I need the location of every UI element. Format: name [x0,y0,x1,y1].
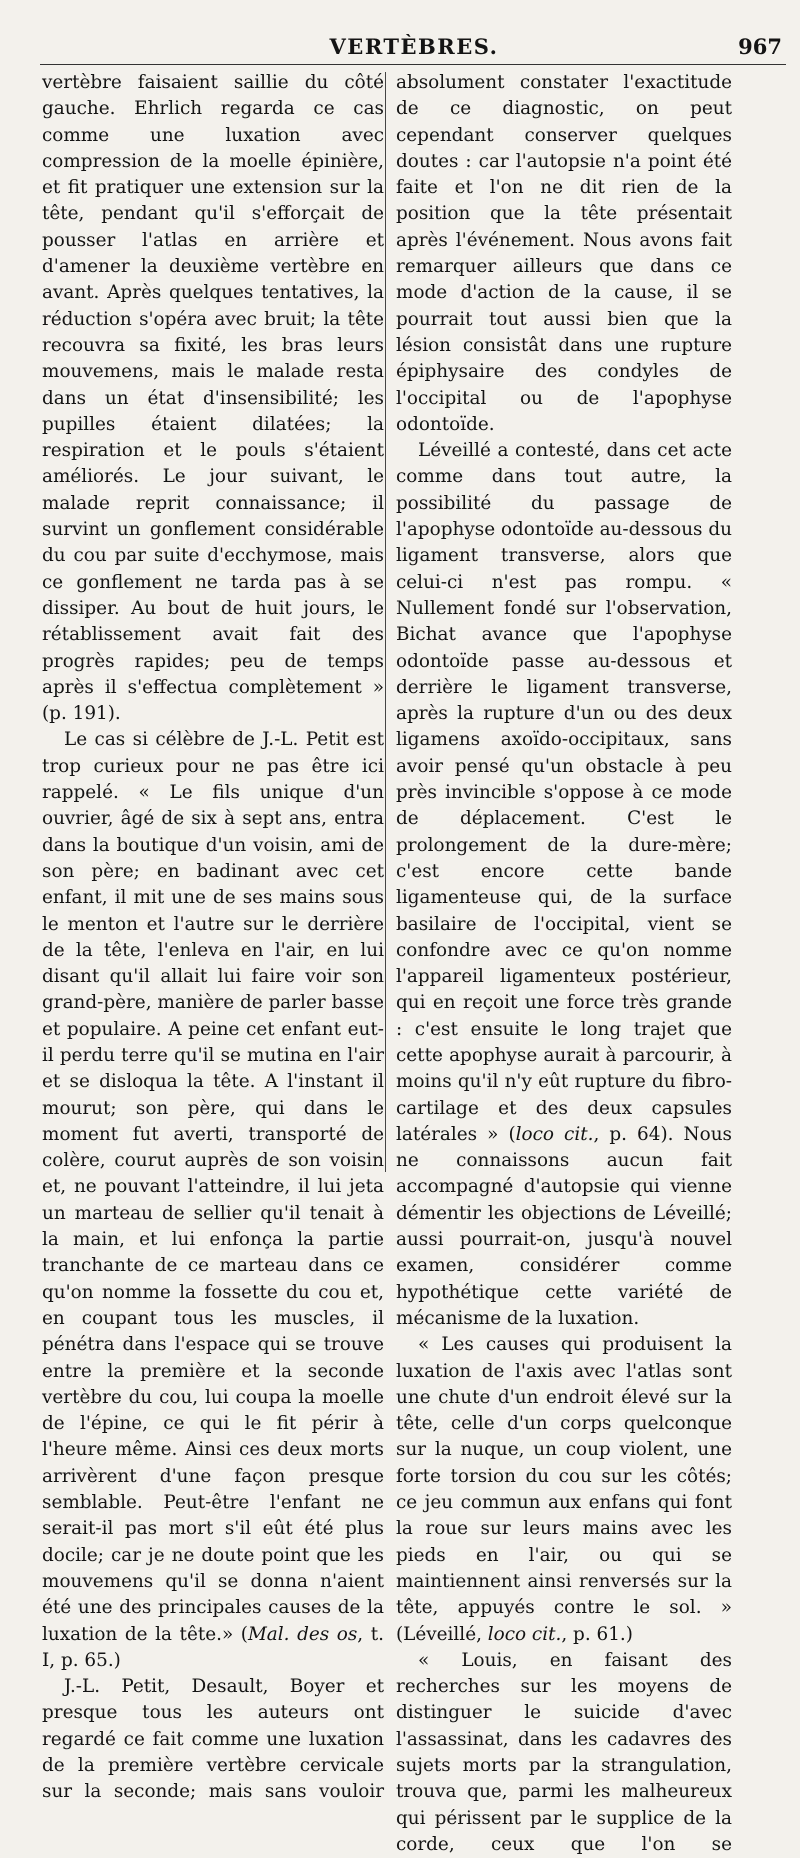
citation-ref: , t. I, p. 65.) [42,1623,384,1671]
paragraph: J.-L. Petit, Desault, Boyer et presque tous les auteurs ont regardé ce fait comme une luxation de la première vertèbre cervicale sur la seconde; mais sans vouloir [42,1676,384,1803]
citation-title: loco cit. [515,1123,594,1145]
citation-title: Mal. des os [247,1623,358,1645]
right-column [396,70,732,1858]
paragraph [42,727,384,1674]
paragraph: absolument constater l'exactitude de ce diagnostic, on peut cependant conserver quelques doutes : car l'autopsie n'a point été faite et l'on ne dit rien de la position que la tête présentait après l'événement. Nous avons fait remarquer ailleurs que dans ce mode d'action de la cause, il se pourrait tout aussi bien que la lésion consistât dans une rupture épiphysaire des condyles de l'occipital ou de l'apophyse odontoïde. [396,72,732,435]
header-rule [40,64,786,65]
paragraph-text: « Les causes qui produisent la luxation de l'axis avec l'atlas sont une chute d'un endroit élevé sur la tête, celle d'un corps quelconque sur la nuque, un coup violent, une forte torsion du cou sur les côtés; ce jeu commun aux enfans qui font la roue sur leurs mains avec les pieds en l'air, ou qui se maintiennent ainsi renversés sur la tête, appuyés contre le sol. » (Léveillé, [396,1334,732,1645]
page-number: 967 [738,34,782,59]
paragraph-text: Le cas si célèbre de J.-L. Petit est trop curieux pour ne pas être ici rappelé. « Le fils unique d'un ouvrier, âgé de six à sept ans, entra dans la boutique d'un voisin, ami de son père; en badinant avec cet enfant, il mit une de ses mains sous le menton et l'autre sur le derrière de la tête, l'enleva en l'air, en lui disant qu'il allait lui faire voir son grand-père, manière de parler basse et populaire. A peine cet enfant eut-il perdu terre qu'il se mutina en l'air et se disloqua la tête. A l'instant il mourut; son père, qui dans le moment fut averti, transporté de colère, courut auprès de son voisin et, ne pouvant l'atteindre, il lui jeta un marteau de sellier qu'il tenait à la main, et lui enfonça la partie tranchante de ce marteau dans ce qu'on nomme la fossette du cou et, en coupant tous les muscles, il pénétra dans l'espace qui se trouve entre la première et la seconde vertèbre du cou, lui coupa la moelle de l'épine, ce qui le fit périr à l'heure même. Ainsi ces deux morts arrivèrent d'une façon presque semblable. Peut-être l'enfant ne serait-il pas mort s'il eût été plus docile; car je ne doute point que les mouvemens qu'il se donna n'aient été une des principales causes de la luxation de la tête.» ( [42,729,384,1645]
citation-title: loco cit. [487,1623,562,1645]
paragraph: vertèbre faisaient saillie du côté gauche. Ehrlich regarda ce cas comme une luxation avec compression de la moelle épinière, et fit pratiquer une extension sur la tête, pendant qu'il s'efforçait de pousser l'atlas en arrière et d'amener la deuxième vertèbre en avant. Après quelques tentatives, la réduction s'opéra avec bruit; la tête recouvra sa fixité, les bras leurs mouvemens, mais le malade resta dans un état d'insensibilité; les pupilles étaient dilatées; la respiration et le pouls s'étaient améliorés. Le jour suivant, le malade reprit connaissance; il survint un gonflement considérable du cou par suite d'ecchymose, mais ce gonflement ne tarda pas à se dissiper. Au bout de huit jours, le rétablissement avait fait des progrès rapides; peu de temps après il s'effectua complètement » (p. 191). [42,72,384,725]
running-title: VERTÈBRES. [329,34,499,59]
paragraph: « Louis, en faisant des recherches sur les moyens de distinguer le suicide d'avec l'assassinat, dans les cadavres des sujets morts par la strangulation, trouva que, parmi les malheureux qui périssent par le supplice de la corde, ceux que l'on se [396,1649,732,1855]
citation-ref: , p. 61.) [561,1623,633,1645]
page-header [40,34,788,66]
paragraph [396,438,732,1332]
column-divider [385,72,386,1172]
left-column [42,70,384,1806]
citation-ref: , p. 64). Nous ne connaissons aucun fait accompagné d'autopsie qui vienne démentir les objections de Léveillé; aussi pourrait-on, jusqu'à nouvel examen, considérer comme hypothétique cette variété de mécanisme de la luxation. [396,1123,732,1329]
paragraph-text: Léveillé a contesté, dans cet acte comme dans tout autre, la possibilité du passage de l'apophyse odontoïde au-dessous du ligament transverse, alors que celui-ci n'est pas rompu. « Nullement fondé sur l'observation, Bichat avance que l'apophyse odontoïde passe au-dessous et derrière le ligament transverse, après la rupture d'un ou des deux ligamens axoïdo-occipitaux, sans avoir pensé qu'un obstacle à peu près invincible s'oppose à ce mode de déplacement. C'est le prolongement de la dure-mère; c'est encore cette bande ligamenteuse qui, de la surface basilaire de l'occipital, vient se confondre avec ce qu'on nomme l'appareil ligamenteux postérieur, qui en reçoit une force très grande : c'est ensuite le long trajet que cette apophyse aurait à parcourir, à moins qu'il n'y eût rupture du fibro-cartilage et des deux capsules latérales » ( [396,440,732,1145]
paragraph [396,1332,732,1648]
